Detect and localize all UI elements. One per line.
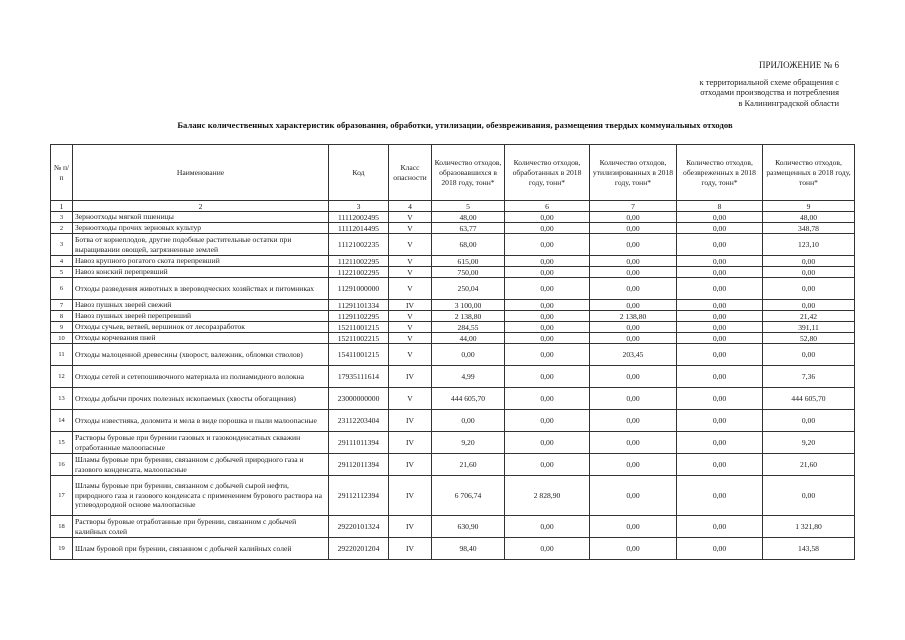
row-hazard-class: V (389, 344, 432, 366)
row-utilized: 203,45 (590, 344, 677, 366)
row-placed: 348,78 (763, 223, 855, 234)
balance-table (50, 144, 855, 560)
row-utilized: 0,00 (590, 410, 677, 432)
header-formed: Количество отходов, образовавшихся в 2018 году, тонн* (432, 145, 505, 201)
table-header-row (51, 145, 855, 201)
row-processed: 0,00 (505, 454, 590, 476)
row-formed: 750,00 (432, 267, 505, 278)
row-formed: 444 605,70 (432, 388, 505, 410)
column-number: 1 (51, 201, 73, 212)
row-name: Ботва от корнеплодов, другие подобные растительные остатки при выращивании овощей, загрязненные землей (73, 234, 329, 256)
row-formed: 9,20 (432, 432, 505, 454)
row-placed: 48,00 (763, 212, 855, 223)
row-neutralized: 0,00 (677, 311, 763, 322)
row-placed: 21,42 (763, 311, 855, 322)
appendix-line: отходами производства и потребления (700, 87, 839, 97)
row-neutralized: 0,00 (677, 333, 763, 344)
column-number: 2 (73, 201, 329, 212)
row-number: 13 (51, 388, 73, 410)
row-processed: 0,00 (505, 538, 590, 560)
row-hazard-class: IV (389, 366, 432, 388)
row-hazard-class: V (389, 223, 432, 234)
header-processed: Количество отходов, обработанных в 2018 году, тонн* (505, 145, 590, 201)
row-formed: 4,99 (432, 366, 505, 388)
row-number: 3 (51, 234, 73, 256)
row-name: Отходы добычи прочих полезных ископаемых (хвосты обогащения) (73, 388, 329, 410)
row-processed: 0,00 (505, 322, 590, 333)
row-formed: 6 706,74 (432, 476, 505, 516)
row-utilized: 0,00 (590, 366, 677, 388)
row-code: 17935111614 (329, 366, 389, 388)
row-processed: 0,00 (505, 388, 590, 410)
row-name: Шламы буровые при бурении, связанном с добычей природного газа и газового конденсата, малоопасные (73, 454, 329, 476)
row-placed: 9,20 (763, 432, 855, 454)
row-number: 7 (51, 300, 73, 311)
row-utilized: 0,00 (590, 322, 677, 333)
row-hazard-class: V (389, 256, 432, 267)
row-code: 15411001215 (329, 344, 389, 366)
column-number: 3 (329, 201, 389, 212)
table-row (51, 454, 855, 476)
row-number: 4 (51, 256, 73, 267)
table-row (51, 366, 855, 388)
row-number: 6 (51, 278, 73, 300)
table-row (51, 267, 855, 278)
row-processed: 0,00 (505, 234, 590, 256)
header-utilized: Количество отходов, утилизированных в 2018 году, тонн* (590, 145, 677, 201)
row-code: 29112112394 (329, 476, 389, 516)
row-formed: 48,00 (432, 212, 505, 223)
row-number: 14 (51, 410, 73, 432)
row-neutralized: 0,00 (677, 410, 763, 432)
row-name: Растворы буровые отработанные при бурении, связанном с добычей калийных солей (73, 516, 329, 538)
row-number: 2 (51, 223, 73, 234)
table-row (51, 476, 855, 516)
row-name: Навоз пушных зверей перепревший (73, 311, 329, 322)
row-utilized: 0,00 (590, 234, 677, 256)
row-name: Зерноотходы мягкой пшеницы (73, 212, 329, 223)
row-number: 11 (51, 344, 73, 366)
row-neutralized: 0,00 (677, 278, 763, 300)
appendix-title: ПРИЛОЖЕНИЕ № 6 (758, 60, 839, 70)
row-number: 5 (51, 267, 73, 278)
row-neutralized: 0,00 (677, 366, 763, 388)
row-number: 10 (51, 333, 73, 344)
row-placed: 52,80 (763, 333, 855, 344)
table-row (51, 223, 855, 234)
row-formed: 44,00 (432, 333, 505, 344)
row-code: 23112203404 (329, 410, 389, 432)
row-neutralized: 0,00 (677, 432, 763, 454)
row-utilized: 0,00 (590, 454, 677, 476)
row-neutralized: 0,00 (677, 267, 763, 278)
row-name: Навоз крупного рогатого скота перепревший (73, 256, 329, 267)
row-name: Отходы сетей и сетепошивочного материала из полиамидного волокна (73, 366, 329, 388)
row-utilized: 0,00 (590, 538, 677, 560)
row-code: 11112002495 (329, 212, 389, 223)
row-utilized: 0,00 (590, 223, 677, 234)
column-number: 9 (763, 201, 855, 212)
row-name: Шлам буровой при бурении, связанном с добычей калийных солей (73, 538, 329, 560)
row-number: 16 (51, 454, 73, 476)
row-code: 11221002295 (329, 267, 389, 278)
row-formed: 630,90 (432, 516, 505, 538)
row-processed: 0,00 (505, 516, 590, 538)
row-hazard-class: IV (389, 538, 432, 560)
row-name: Растворы буровые при бурении газовых и газоконденсатных скважин отработанные малоопасные (73, 432, 329, 454)
row-hazard-class: IV (389, 432, 432, 454)
row-placed: 0,00 (763, 278, 855, 300)
row-utilized: 0,00 (590, 212, 677, 223)
row-code: 11291000000 (329, 278, 389, 300)
table-row (51, 388, 855, 410)
row-processed: 0,00 (505, 311, 590, 322)
row-hazard-class: V (389, 388, 432, 410)
row-utilized: 0,00 (590, 300, 677, 311)
row-formed: 0,00 (432, 410, 505, 432)
row-placed: 444 605,70 (763, 388, 855, 410)
table-row (51, 516, 855, 538)
row-number: 19 (51, 538, 73, 560)
row-formed: 3 100,00 (432, 300, 505, 311)
row-processed: 0,00 (505, 267, 590, 278)
column-number-row (51, 201, 855, 212)
table-row (51, 538, 855, 560)
table-row (51, 344, 855, 366)
row-formed: 21,60 (432, 454, 505, 476)
row-processed: 0,00 (505, 432, 590, 454)
row-number: 9 (51, 322, 73, 333)
row-processed: 0,00 (505, 256, 590, 267)
table-row (51, 311, 855, 322)
row-name: Навоз пушных зверей свежий (73, 300, 329, 311)
header-neutralized: Количество отходов, обезвреженных в 2018 году, тонн* (677, 145, 763, 201)
row-placed: 391,11 (763, 322, 855, 333)
header-code: Код (329, 145, 389, 201)
row-name: Отходы разведения животных в звероводческих хозяйствах и питомниках (73, 278, 329, 300)
row-hazard-class: IV (389, 476, 432, 516)
row-neutralized: 0,00 (677, 344, 763, 366)
row-formed: 63,77 (432, 223, 505, 234)
column-number: 5 (432, 201, 505, 212)
row-utilized: 0,00 (590, 278, 677, 300)
row-processed: 0,00 (505, 278, 590, 300)
row-processed: 0,00 (505, 223, 590, 234)
row-name: Навоз конский перепревший (73, 267, 329, 278)
table-row (51, 410, 855, 432)
row-neutralized: 0,00 (677, 538, 763, 560)
column-number: 6 (505, 201, 590, 212)
appendix-line: к территориальной схеме обращения с (699, 76, 839, 87)
row-placed: 0,00 (763, 410, 855, 432)
row-hazard-class: V (389, 311, 432, 322)
row-placed: 0,00 (763, 267, 855, 278)
row-number: 3 (51, 212, 73, 223)
row-processed: 2 828,90 (505, 476, 590, 516)
row-formed: 250,04 (432, 278, 505, 300)
header-name: Наименование (73, 145, 329, 201)
row-number: 8 (51, 311, 73, 322)
row-code: 11291101334 (329, 300, 389, 311)
row-utilized: 2 138,80 (590, 311, 677, 322)
column-number: 4 (389, 201, 432, 212)
row-formed: 68,00 (432, 234, 505, 256)
column-number: 8 (677, 201, 763, 212)
row-number: 12 (51, 366, 73, 388)
row-neutralized: 0,00 (677, 476, 763, 516)
row-code: 11112014495 (329, 223, 389, 234)
row-code: 11211002295 (329, 256, 389, 267)
row-code: 11121002235 (329, 234, 389, 256)
row-code: 15211001215 (329, 322, 389, 333)
row-processed: 0,00 (505, 333, 590, 344)
header-hazard-class: Класс опасности (389, 145, 432, 201)
row-hazard-class: IV (389, 516, 432, 538)
row-placed: 123,10 (763, 234, 855, 256)
row-processed: 0,00 (505, 300, 590, 311)
row-code: 29112011394 (329, 454, 389, 476)
row-number: 15 (51, 432, 73, 454)
row-name: Зерноотходы прочих зерновых культур (73, 223, 329, 234)
row-placed: 143,58 (763, 538, 855, 560)
row-code: 29220101324 (329, 516, 389, 538)
column-number: 7 (590, 201, 677, 212)
row-placed: 1 321,80 (763, 516, 855, 538)
row-name: Шламы буровые при бурении, связанном с добычей сырой нефти, природного газа и газового конденсата с применением бурового раствора на углеводородной основе малоопасные (73, 476, 329, 516)
table-row (51, 300, 855, 311)
row-number: 18 (51, 516, 73, 538)
row-code: 15211002215 (329, 333, 389, 344)
row-code: 23000000000 (329, 388, 389, 410)
row-code: 11291102295 (329, 311, 389, 322)
appendix-line: в Калининградской области (738, 97, 839, 108)
row-utilized: 0,00 (590, 256, 677, 267)
table-row (51, 432, 855, 454)
row-neutralized: 0,00 (677, 223, 763, 234)
row-utilized: 0,00 (590, 432, 677, 454)
row-placed: 7,36 (763, 366, 855, 388)
row-neutralized: 0,00 (677, 516, 763, 538)
appendix-block (619, 60, 839, 108)
row-hazard-class: IV (389, 300, 432, 311)
row-hazard-class: V (389, 212, 432, 223)
row-placed: 21,60 (763, 454, 855, 476)
row-neutralized: 0,00 (677, 322, 763, 333)
row-utilized: 0,00 (590, 333, 677, 344)
row-formed: 2 138,80 (432, 311, 505, 322)
row-hazard-class: V (389, 322, 432, 333)
row-formed: 284,55 (432, 322, 505, 333)
header-number: № п/п (51, 145, 73, 201)
row-utilized: 0,00 (590, 516, 677, 538)
row-neutralized: 0,00 (677, 212, 763, 223)
row-processed: 0,00 (505, 410, 590, 432)
row-neutralized: 0,00 (677, 388, 763, 410)
document-title: Баланс количественных характеристик образования, обработки, утилизации, обезвреживания, размещения твердых коммунальных отходов (177, 120, 733, 130)
row-neutralized: 0,00 (677, 234, 763, 256)
row-name: Отходы корчевания пней (73, 333, 329, 344)
row-name: Отходы сучьев, ветвей, вершинок от лесоразработок (73, 322, 329, 333)
row-code: 29220201204 (329, 538, 389, 560)
row-utilized: 0,00 (590, 476, 677, 516)
row-name: Отходы известняка, доломита и мела в виде порошка и пыли малоопасные (73, 410, 329, 432)
row-neutralized: 0,00 (677, 454, 763, 476)
row-hazard-class: V (389, 267, 432, 278)
row-processed: 0,00 (505, 212, 590, 223)
row-placed: 0,00 (763, 256, 855, 267)
row-formed: 615,00 (432, 256, 505, 267)
header-placed: Количество отходов, размещенных в 2018 году, тонн* (763, 145, 855, 201)
row-hazard-class: V (389, 333, 432, 344)
row-processed: 0,00 (505, 366, 590, 388)
table-row (51, 278, 855, 300)
table-row (51, 256, 855, 267)
row-hazard-class: V (389, 234, 432, 256)
table-row (51, 212, 855, 223)
row-hazard-class: IV (389, 410, 432, 432)
row-hazard-class: V (389, 278, 432, 300)
row-hazard-class: IV (389, 454, 432, 476)
row-code: 29111011394 (329, 432, 389, 454)
row-formed: 98,40 (432, 538, 505, 560)
table-row (51, 322, 855, 333)
row-neutralized: 0,00 (677, 256, 763, 267)
table-row (51, 333, 855, 344)
table-body (51, 212, 855, 560)
row-name: Отходы малоценной древесины (хворост, валежник, обломки стволов) (73, 344, 329, 366)
table-row (51, 234, 855, 256)
row-placed: 0,00 (763, 300, 855, 311)
row-placed: 0,00 (763, 476, 855, 516)
row-utilized: 0,00 (590, 267, 677, 278)
row-neutralized: 0,00 (677, 300, 763, 311)
row-utilized: 0,00 (590, 388, 677, 410)
row-number: 17 (51, 476, 73, 516)
row-formed: 0,00 (432, 344, 505, 366)
row-placed: 0,00 (763, 344, 855, 366)
row-processed: 0,00 (505, 344, 590, 366)
